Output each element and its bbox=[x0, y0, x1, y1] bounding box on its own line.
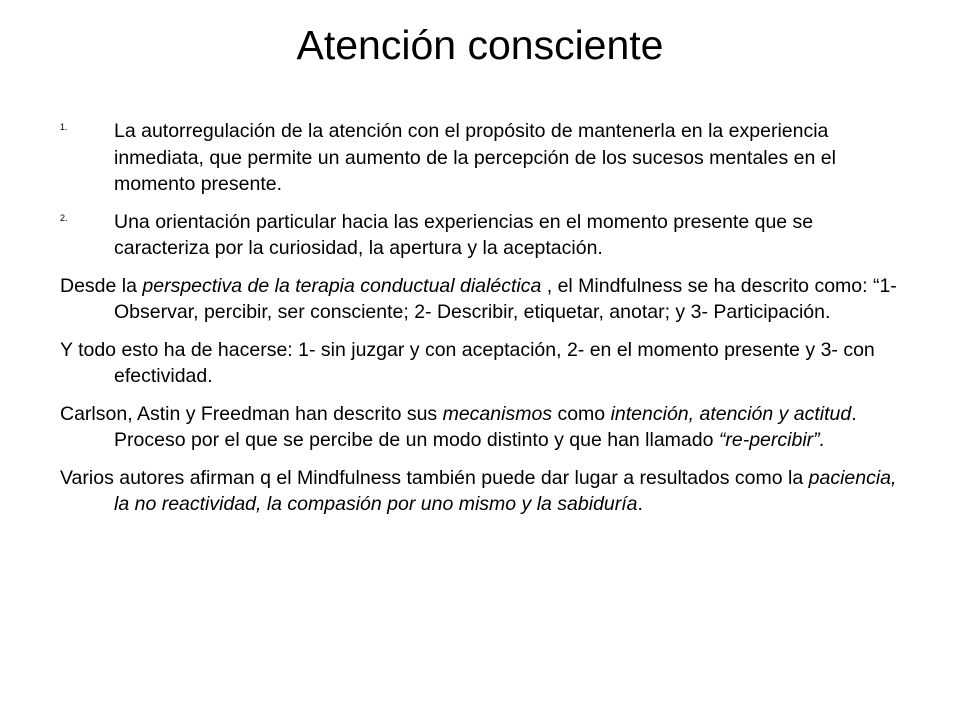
item-number: 1. bbox=[60, 122, 68, 132]
italic-text-run: “re-percibir”. bbox=[718, 429, 826, 451]
paragraph-mechanisms bbox=[60, 401, 902, 454]
numbered-item-2 bbox=[60, 209, 902, 262]
italic-text-run: perspectiva de la terapia conductual dialéctica bbox=[142, 274, 542, 297]
item-text: Una orientación particular hacia las experiencias en el momento presente que se caracteriza por la curiosidad, la apertura y la aceptación. bbox=[114, 210, 814, 259]
slide-body bbox=[60, 118, 902, 529]
text-run: como bbox=[552, 402, 611, 425]
item-text: La autorregulación de la atención con el propósito de mantenerla en la experiencia inmediata, que permite un aumento de la percepción de los sucesos mentales en el momento presente. bbox=[114, 120, 836, 195]
text-run: , el Mindfulness se ha descrito como: “1- Observar, percibir, ser consciente; 2- Describir, etiquetar, anotar; y 3- Participación. bbox=[114, 274, 897, 323]
slide-title: Atención consciente bbox=[296, 22, 664, 68]
text-run: Varios autores afirman q el Mindfulness también puede dar lugar a resultados como la bbox=[60, 466, 809, 489]
text-run: . bbox=[637, 493, 643, 515]
paragraph-how bbox=[60, 337, 902, 390]
numbered-item-1 bbox=[60, 118, 902, 198]
text-run: Desde la bbox=[60, 274, 143, 297]
text-run: Carlson, Astin y Freedman han descrito sus bbox=[60, 402, 443, 425]
text-run: Y todo esto ha de hacerse: 1- sin juzgar y con aceptación, 2- en el momento presente y 3- con efectividad. bbox=[60, 338, 875, 387]
paragraph-dbt bbox=[60, 273, 902, 326]
item-number: 2. bbox=[60, 212, 68, 223]
paragraph-results bbox=[60, 465, 902, 518]
italic-text-run: mecanismos bbox=[442, 402, 553, 425]
italic-text-run: paciencia, la no reactividad, la compasión por uno mismo y la sabiduría bbox=[114, 466, 897, 515]
text-run: . Proceso por el que se percibe de un modo distinto y que han llamado bbox=[114, 402, 857, 451]
italic-text-run: intención, atención y actitud bbox=[610, 402, 852, 425]
